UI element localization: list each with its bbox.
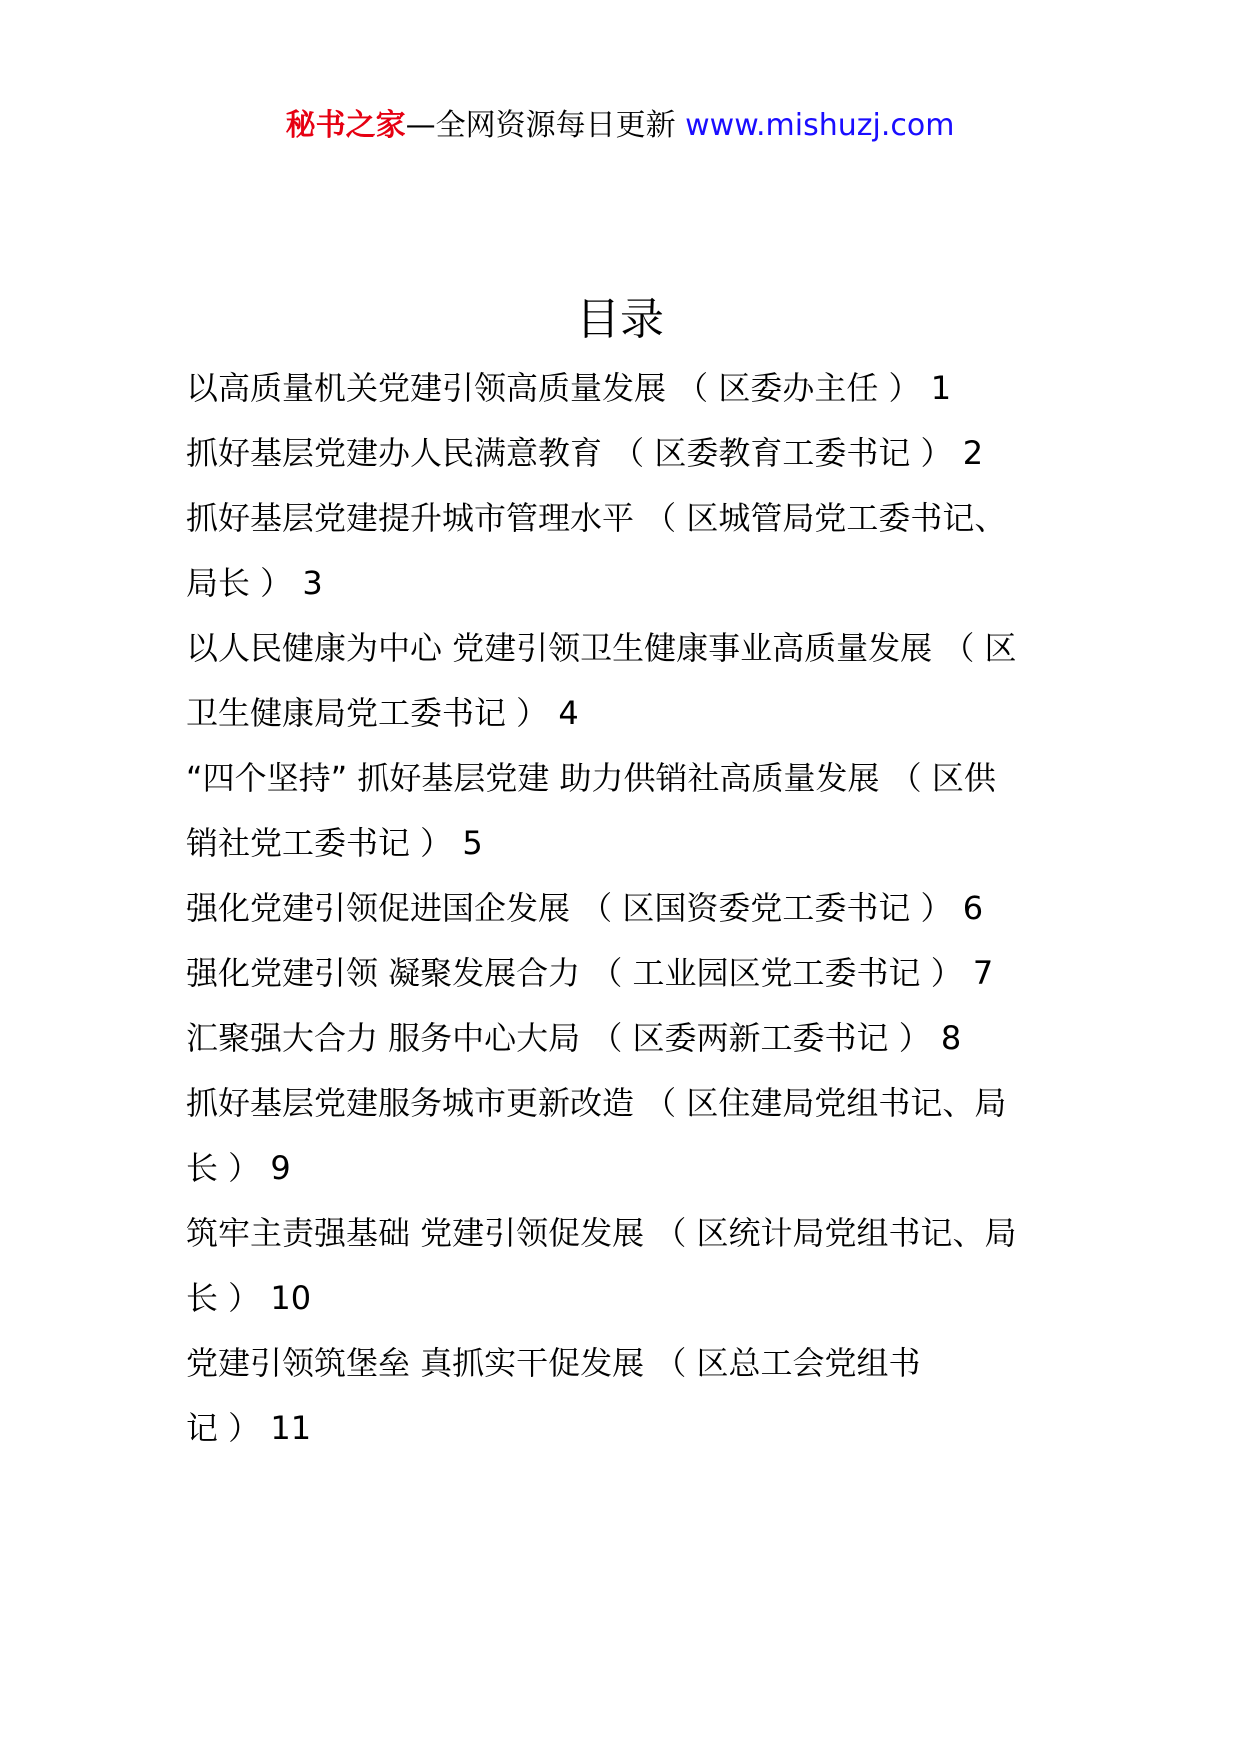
toc-entry-8[interactable]	[186, 1006, 1066, 1071]
toc-entry-line: 局长 ） 3	[186, 564, 323, 602]
toc-entry-7[interactable]	[186, 941, 1066, 1006]
toc-entry-line: 党建引领筑堡垒 真抓实干促发展 （ 区总工会党组书	[186, 1344, 921, 1382]
toc-entry-3[interactable]	[186, 486, 1066, 616]
brand-name: 秘书之家	[285, 108, 406, 143]
toc-entry-10[interactable]	[186, 1201, 1066, 1331]
toc-entry-2[interactable]	[186, 421, 1066, 486]
toc-entry-6[interactable]	[186, 876, 1066, 941]
toc-entry-line: “四个坚持” 抓好基层党建 助力供销社高质量发展 （ 区供	[186, 759, 996, 797]
toc-entry-line: 记 ） 11	[186, 1409, 312, 1447]
site-header	[0, 104, 1240, 148]
toc-title: 目录	[576, 294, 664, 345]
toc-entry-line: 强化党建引领 凝聚发展合力 （ 工业园区党工委书记 ） 7	[186, 954, 994, 992]
header-tagline: —全网资源每日更新	[405, 108, 686, 143]
toc-entry-line: 汇聚强大合力 服务中心大局 （ 区委两新工委书记 ） 8	[186, 1019, 962, 1057]
toc-entry-5[interactable]	[186, 746, 1066, 876]
toc-entry-1[interactable]	[186, 356, 1066, 421]
toc-entry-line: 长 ） 9	[186, 1149, 291, 1187]
site-url[interactable]: www.mishuzj.com	[685, 108, 955, 143]
toc-entry-line: 卫生健康局党工委书记 ） 4	[186, 694, 579, 732]
toc-entry-line: 抓好基层党建办人民满意教育 （ 区委教育工委书记 ） 2	[186, 434, 984, 472]
toc-entry-line: 筑牢主责强基础 党建引领促发展 （ 区统计局党组书记、局	[186, 1214, 1017, 1252]
toc-entry-9[interactable]	[186, 1071, 1066, 1201]
toc-entry-line: 长 ） 10	[186, 1279, 312, 1317]
toc-entry-line: 抓好基层党建服务城市更新改造 （ 区住建局党组书记、局	[186, 1084, 1007, 1122]
toc-list	[186, 356, 1066, 1461]
toc-entry-line: 抓好基层党建提升城市管理水平 （ 区城管局党工委书记、	[186, 499, 1007, 537]
toc-entry-11[interactable]	[186, 1331, 1066, 1461]
toc-entry-line: 强化党建引领促进国企发展 （ 区国资委党工委书记 ） 6	[186, 889, 984, 927]
toc-entry-line: 以人民健康为中心 党建引领卫生健康事业高质量发展 （ 区	[186, 629, 1017, 667]
toc-entry-line: 销社党工委书记 ） 5	[186, 824, 483, 862]
toc-entry-line: 以高质量机关党建引领高质量发展 （ 区委办主任 ） 1	[186, 369, 952, 407]
toc-entry-4[interactable]	[186, 616, 1066, 746]
